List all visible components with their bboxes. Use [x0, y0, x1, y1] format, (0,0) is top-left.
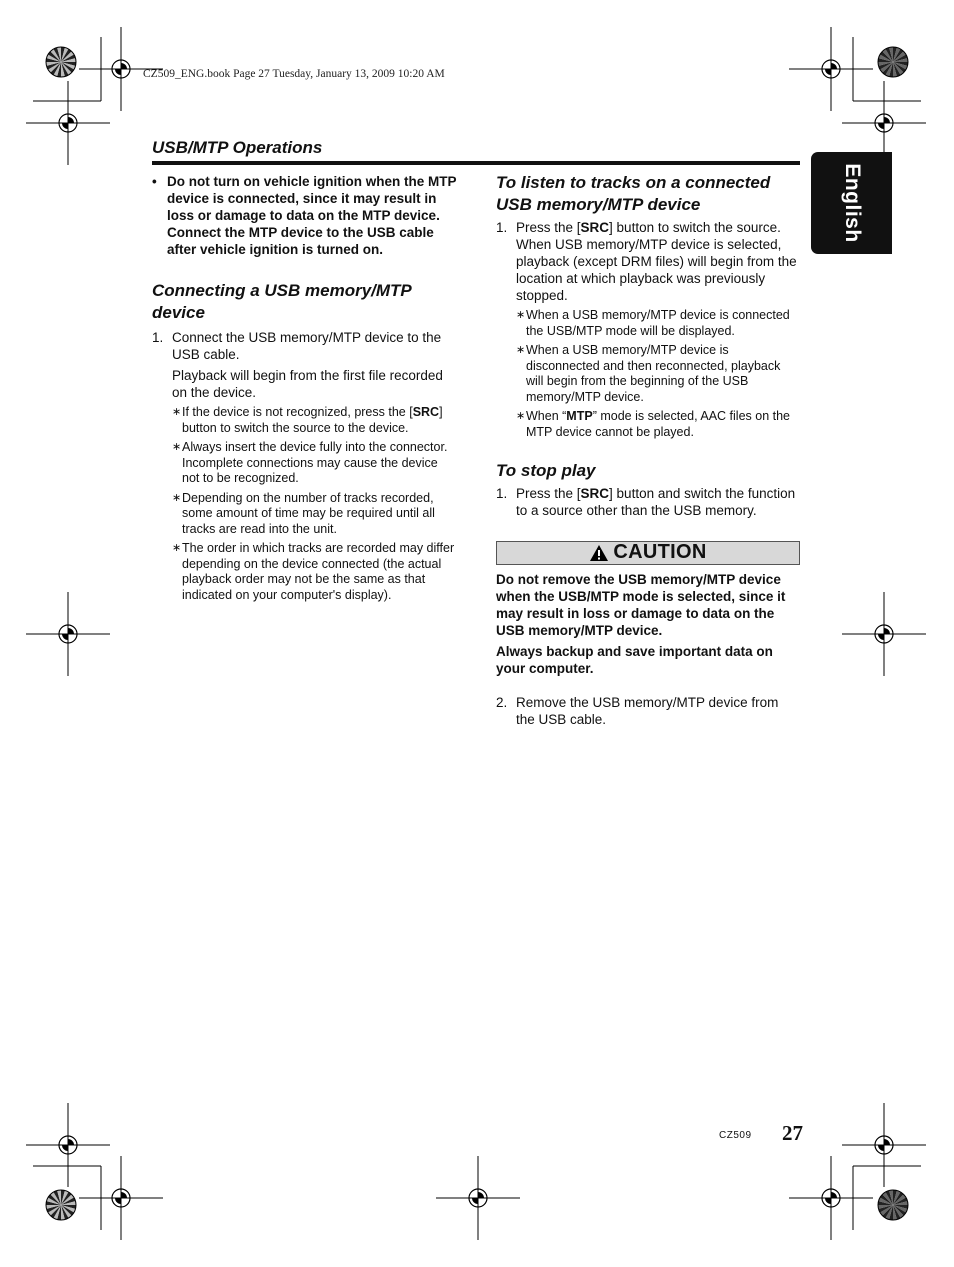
footer-model: CZ509 — [719, 1130, 752, 1141]
warning-text: Do not turn on vehicle ignition when the MTP device is connected, since it may result in loss or damage to data on the MTP device. Connect the MTP device to the USB cable after vehicle ignition is turned on. — [167, 174, 457, 257]
warning-bullet — [152, 173, 457, 258]
printer-color-wheel-icon — [46, 47, 76, 77]
caution-label: CAUTION — [613, 541, 707, 563]
asterisk-icon: ∗ — [516, 344, 526, 356]
connect-step-1: 1. Connect the USB memory/MTP device to the USB cable. — [152, 330, 442, 362]
note-item: ∗ If the device is not recognized, press the [SRC] button to switch the source to the device. — [172, 405, 443, 435]
crosshair-registration-icon — [26, 1103, 110, 1187]
crosshair-registration-icon — [436, 1156, 520, 1240]
listen-heading: To listen to tracks on a connected USB memory/MTP device — [496, 173, 771, 214]
bullet-icon: • — [152, 174, 157, 189]
language-tab — [811, 152, 892, 254]
asterisk-icon: ∗ — [516, 309, 526, 321]
file-header: CZ509_ENG.book Page 27 Tuesday, January 13, 2009 10:20 AM — [143, 68, 445, 80]
connect-notes — [172, 405, 457, 603]
connect-heading: Connecting a USB memory/MTP device — [152, 281, 412, 322]
note-item: ∗ When a USB memory/MTP device is disconnected and then reconnected, playback will begin from the beginning of the USB memory/MTP device. — [516, 343, 781, 404]
crosshair-registration-icon — [842, 1103, 926, 1187]
printer-color-wheel-icon — [878, 1190, 908, 1220]
caution-text-2: Always backup and save important data on your computer. — [496, 643, 773, 676]
listen-step-1: 1. Press the [SRC] button to switch the source. When USB memory/MTP device is selected, playback (except DRM files) will begin from the location at which playback was previously stopped. — [496, 220, 797, 303]
crosshair-registration-icon — [79, 1156, 163, 1240]
printer-color-wheel-icon — [46, 1190, 76, 1220]
crosshair-registration-icon — [26, 592, 110, 676]
asterisk-icon: ∗ — [172, 491, 182, 504]
crosshair-registration-icon — [26, 81, 110, 165]
crosshair-registration-icon — [789, 27, 873, 111]
asterisk-icon: ∗ — [516, 410, 526, 422]
crosshair-registration-icon — [842, 592, 926, 676]
language-tab-label: English — [840, 163, 864, 243]
stop-step-1: 1. Press the [SRC] button and switch the function to a source other than the USB memory. — [496, 485, 796, 518]
connect-step-1-follow: Playback will begin from the first file recorded on the device. — [172, 368, 443, 400]
note-item: ∗ The order in which tracks are recorded may differ depending on the device connected (the actual playback order may not be the same as that indicated on your computer's display). — [172, 541, 455, 602]
warning-triangle-icon — [589, 544, 609, 562]
asterisk-icon: ∗ — [172, 406, 182, 418]
note-item: ∗ Depending on the number of tracks recorded, some amount of time may be required until all tracks are read into the unit. — [172, 490, 435, 536]
remove-step-2: 2. Remove the USB memory/MTP device from the USB cable. — [496, 694, 779, 727]
section-title: USB/MTP Operations — [152, 138, 323, 157]
caution-text-1: Do not remove the USB memory/MTP device when the USB/MTP mode is selected, since it may result in loss or damage to data on the USB memory/MTP device. — [496, 571, 786, 638]
asterisk-icon: ∗ — [172, 441, 182, 453]
printer-color-wheel-icon — [878, 47, 908, 77]
note-item: ∗ When a USB memory/MTP device is connected the USB/MTP mode will be displayed. — [516, 308, 790, 338]
asterisk-icon: ∗ — [172, 542, 182, 554]
note-item: ∗ When “MTP” mode is selected, AAC files on the MTP device cannot be played. — [516, 409, 791, 439]
right-column — [496, 172, 800, 728]
note-item: ∗ Always insert the device fully into the connector. Incomplete connections may cause the device not to be recognized. — [172, 440, 448, 485]
listen-notes — [516, 308, 800, 440]
left-column — [152, 173, 457, 603]
stop-heading: To stop play — [496, 461, 596, 480]
crosshair-registration-icon — [789, 1156, 873, 1240]
caution-box — [496, 541, 800, 565]
page-number: 27 — [782, 1121, 803, 1145]
section-divider — [152, 161, 800, 165]
